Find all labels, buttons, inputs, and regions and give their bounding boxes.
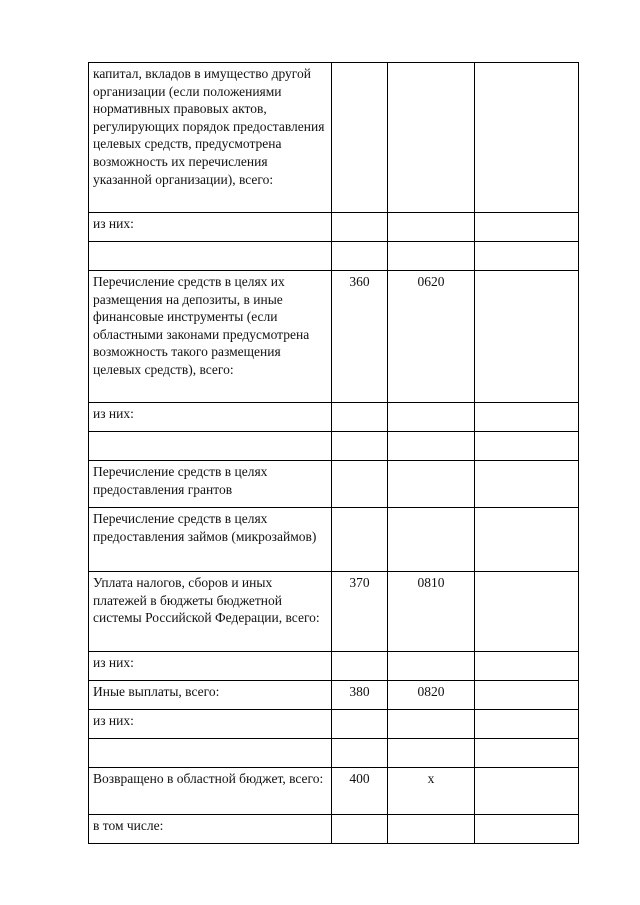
table-row (89, 213, 579, 242)
row-sum-cell (475, 815, 579, 844)
row-sum-cell (475, 572, 579, 652)
row-kbk-cell: 0620 (388, 271, 475, 403)
row-kbk-cell: 0810 (388, 572, 475, 652)
row-name-cell: из них: (89, 652, 332, 681)
row-name-cell (89, 242, 332, 271)
table-row (89, 815, 579, 844)
row-name-cell: из них: (89, 710, 332, 739)
row-kbk-cell (388, 213, 475, 242)
row-name-cell: из них: (89, 403, 332, 432)
row-code-cell (332, 403, 388, 432)
row-code-cell (332, 710, 388, 739)
table-row (89, 432, 579, 461)
row-name-cell: капитал, вкладов в имущество другой организации (если положениями нормативных правовых актов, регулирующих порядок предоставления целевых средств, предусмотрена возможность их перечисления указанной организации), всего: (89, 63, 332, 213)
row-sum-cell (475, 681, 579, 710)
row-sum-cell (475, 739, 579, 768)
table-row (89, 652, 579, 681)
row-kbk-cell (388, 403, 475, 432)
row-sum-cell (475, 63, 579, 213)
row-code-cell (332, 652, 388, 681)
table-row (89, 681, 579, 710)
row-kbk-cell: 0820 (388, 681, 475, 710)
report-table (88, 62, 579, 844)
row-name-cell: в том числе: (89, 815, 332, 844)
row-kbk-cell (388, 242, 475, 271)
row-kbk-cell (388, 432, 475, 461)
row-sum-cell (475, 710, 579, 739)
row-name-cell: Уплата налогов, сборов и иных платежей в бюджеты бюджетной системы Российской Федерации, всего: (89, 572, 332, 652)
row-kbk-cell (388, 461, 475, 508)
report-table-body (89, 63, 579, 844)
row-code-cell: 370 (332, 572, 388, 652)
row-kbk-cell (388, 508, 475, 572)
row-code-cell: 400 (332, 768, 388, 815)
row-sum-cell (475, 508, 579, 572)
row-kbk-cell (388, 815, 475, 844)
row-code-cell (332, 432, 388, 461)
row-sum-cell (475, 403, 579, 432)
row-name-cell: из них: (89, 213, 332, 242)
row-name-cell: Возвращено в областной бюджет, всего: (89, 768, 332, 815)
table-row (89, 508, 579, 572)
table-row (89, 710, 579, 739)
row-name-cell: Перечисление средств в целях предоставления грантов (89, 461, 332, 508)
row-code-cell (332, 508, 388, 572)
row-name-cell: Перечисление средств в целях их размещения на депозиты, в иные финансовые инструменты (если областными законами предусмотрена возможность такого размещения целевых средств), всего: (89, 271, 332, 403)
table-row (89, 739, 579, 768)
row-name-cell (89, 739, 332, 768)
row-code-cell (332, 815, 388, 844)
table-row (89, 403, 579, 432)
row-sum-cell (475, 768, 579, 815)
table-row (89, 242, 579, 271)
row-code-cell: 380 (332, 681, 388, 710)
row-sum-cell (475, 652, 579, 681)
row-code-cell (332, 739, 388, 768)
row-sum-cell (475, 432, 579, 461)
row-kbk-cell (388, 739, 475, 768)
table-row (89, 461, 579, 508)
table-row (89, 572, 579, 652)
row-code-cell (332, 63, 388, 213)
table-row (89, 271, 579, 403)
row-kbk-cell (388, 710, 475, 739)
table-row (89, 63, 579, 213)
row-code-cell (332, 461, 388, 508)
row-sum-cell (475, 461, 579, 508)
table-row (89, 768, 579, 815)
row-code-cell (332, 213, 388, 242)
row-code-cell: 360 (332, 271, 388, 403)
row-kbk-cell (388, 63, 475, 213)
row-sum-cell (475, 242, 579, 271)
row-sum-cell (475, 271, 579, 403)
row-kbk-cell: x (388, 768, 475, 815)
row-name-cell: Перечисление средств в целях предоставления займов (микрозаймов) (89, 508, 332, 572)
row-name-cell: Иные выплаты, всего: (89, 681, 332, 710)
row-kbk-cell (388, 652, 475, 681)
row-sum-cell (475, 213, 579, 242)
row-name-cell (89, 432, 332, 461)
row-code-cell (332, 242, 388, 271)
